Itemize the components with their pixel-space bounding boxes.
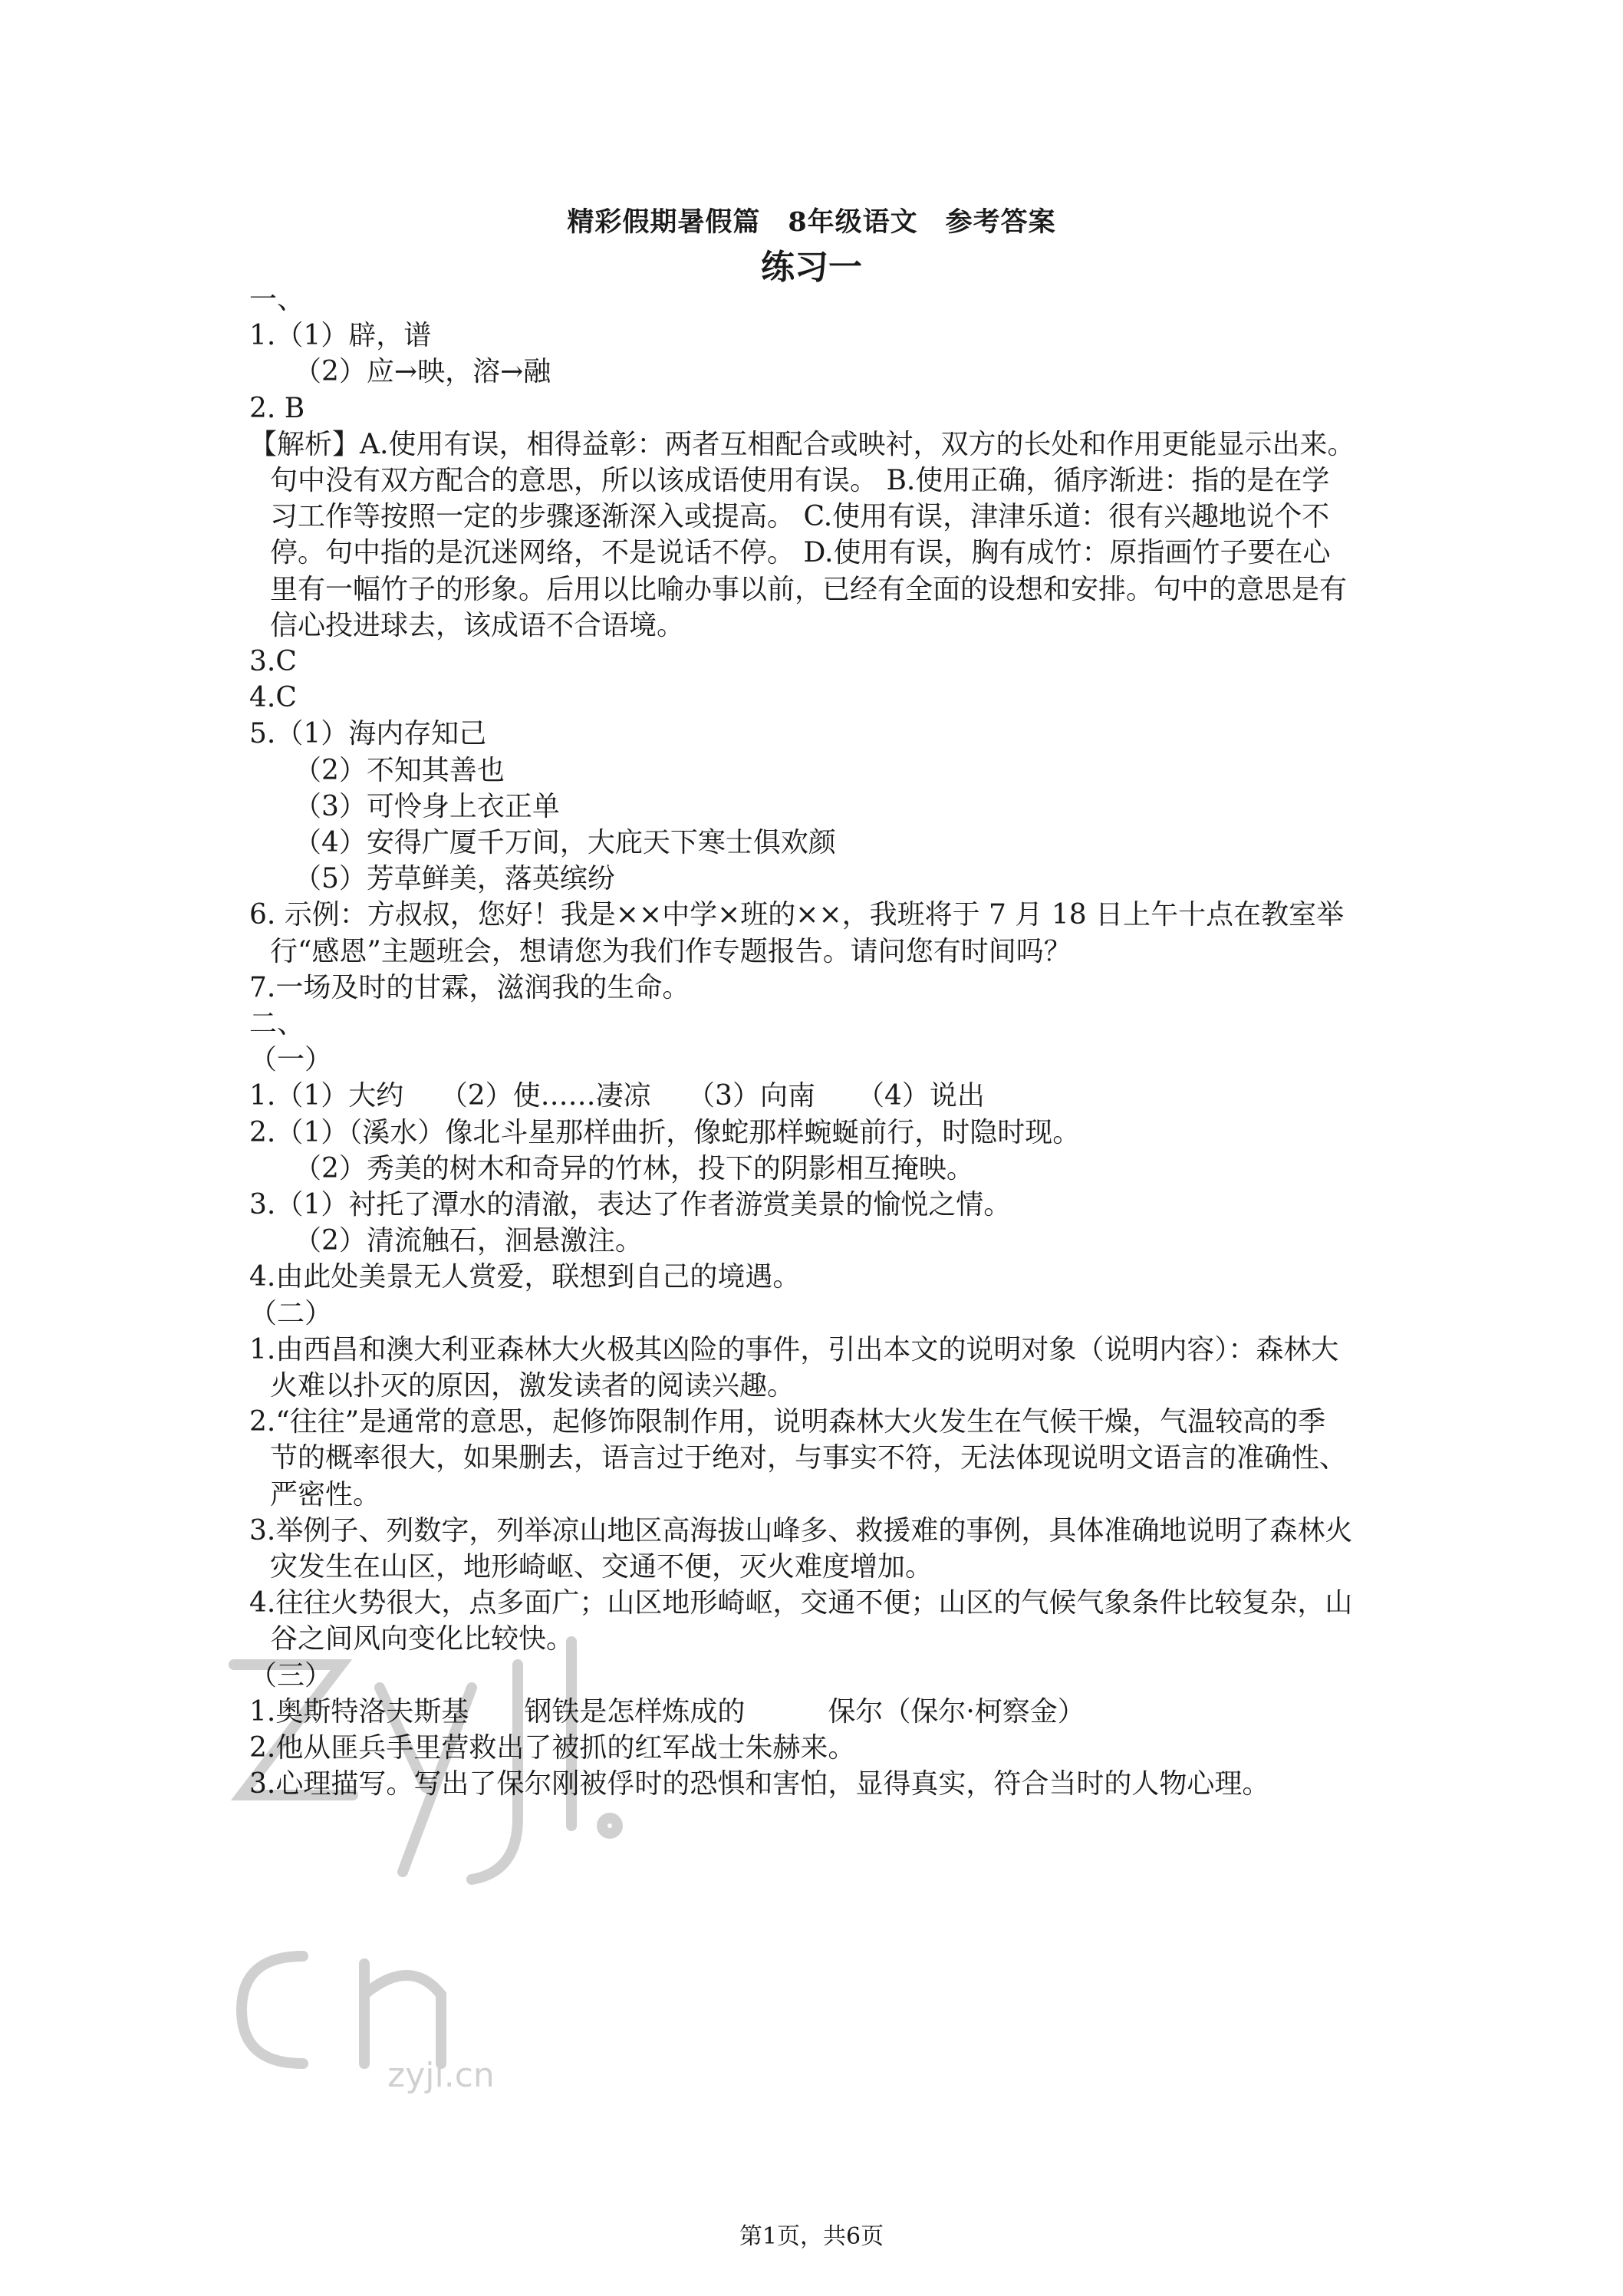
answer-line: （3）可怜身上衣正单 bbox=[294, 790, 560, 822]
answer-line: 2. B bbox=[249, 392, 305, 424]
answer-line: 6. 示例：方叔叔，您好！我是××中学×班的××，我班将于 7 月 18 日上午十点在教室举 bbox=[249, 899, 1345, 931]
answer-line: 7.一场及时的甘霖，滋润我的生命。 bbox=[249, 971, 690, 1003]
answer-line: 严密性。 bbox=[270, 1478, 381, 1510]
answer-line: 1.由西昌和澳大利亚森林大火极其凶险的事件，引出本文的说明对象（说明内容）：森林大 bbox=[249, 1333, 1339, 1365]
answer-line: 3.举例子、列数字，列举凉山地区高海拔山峰多、救援难的事例，具体准确地说明了森林火 bbox=[249, 1514, 1353, 1547]
answer-line: 4.往往火势很大，点多面广；山区地形崎岖，交通不便；山区的气候气象条件比较复杂，山 bbox=[249, 1587, 1353, 1619]
answer-line: 3.（1）衬托了潭水的清澈，表达了作者游赏美景的愉悦之情。 bbox=[249, 1189, 1012, 1220]
answer-line: 2.（1）（溪水）像北斗星那样曲折，像蛇那样蜿蜒前行，时隐时现。 bbox=[249, 1116, 1081, 1148]
answer-line: （二） bbox=[249, 1297, 333, 1329]
answer-line: 【解析】A.使用有误，相得益彰：两者互相配合或映衬，双方的长处和作用更能显示出来。 bbox=[249, 428, 1355, 460]
answer-line: 句中没有双方配合的意思，所以该成语使用有误。 B.使用正确，循序渐进：指的是在学 bbox=[270, 465, 1330, 496]
answer-line: （4）安得广厦千万间，大庇天下寒士俱欢颜 bbox=[294, 827, 836, 858]
answer-line: 灾发生在山区，地形崎岖、交通不便，灭火难度增加。 bbox=[270, 1551, 933, 1583]
answer-line: （三） bbox=[249, 1659, 333, 1692]
document-title: 练习一 bbox=[761, 248, 862, 287]
answer-line: 谷之间风向变化比较快。 bbox=[270, 1623, 574, 1655]
document-subtitle: 精彩假期暑假篇 8年级语文 参考答案 bbox=[567, 206, 1056, 238]
answer-line: 2.他从匪兵手里营救出了被抓的红军战士朱赫来。 bbox=[249, 1732, 856, 1764]
answer-line: （2）不知其善也 bbox=[294, 754, 505, 786]
answer-line: 行“感恩”主题班会，想请您为我们作专题报告。请问您有时间吗？ bbox=[270, 935, 1072, 967]
answer-line: 2.“往往”是通常的意思，起修饰限制作用，说明森林大火发生在气候干燥，气温较高的季 bbox=[249, 1406, 1326, 1438]
answer-line: 停。句中指的是沉迷网络，不是说话不停。 D.使用有误，胸有成竹：原指画竹子要在心 bbox=[270, 537, 1331, 569]
answer-line: 3.C bbox=[249, 646, 297, 677]
answer-line: 3.心理描写。写出了保尔刚被俘时的恐惧和害怕，显得真实，符合当时的人物心理。 bbox=[249, 1768, 1270, 1800]
answer-line: （2）应→映，溶→融 bbox=[294, 356, 551, 388]
answer-line: 信心投进球去，该成语不合语境。 bbox=[270, 609, 685, 641]
answer-line: 节的概率很大，如果删去，语言过于绝对，与事实不符，无法体现说明文语言的准确性、 bbox=[270, 1442, 1348, 1474]
answer-line: 1.（1）辟，谱 bbox=[249, 320, 432, 352]
answer-line: （一） bbox=[249, 1044, 333, 1076]
answer-line: （5）芳草鲜美，落英缤纷 bbox=[294, 863, 615, 895]
answer-line: 里有一幅竹子的形象。后用以比喻办事以前，已经有全面的设想和安排。句中的意思是有 bbox=[270, 573, 1348, 605]
answer-line: 火难以扑灭的原因，激发读者的阅读兴趣。 bbox=[270, 1370, 795, 1402]
answer-line: 二、 bbox=[249, 1008, 305, 1039]
answer-line: 习工作等按照一定的步骤逐渐深入或提高。 C.使用有误，津津乐道：很有兴趣地说个不 bbox=[270, 501, 1330, 533]
answer-line: 5.（1）海内存知己 bbox=[249, 718, 487, 750]
answer-line: 4.C bbox=[249, 682, 297, 714]
page-footer: 第1页，共6页 bbox=[739, 2223, 884, 2250]
answer-line: 1.（1）大约 （2）使……凄凉 （3）向南 （4）说出 bbox=[249, 1080, 985, 1112]
answer-line: 1.奥斯特洛夫斯基 钢铁是怎样炼成的 保尔（保尔·柯察金） bbox=[249, 1695, 1085, 1728]
answer-line: （2）清流触石，洄悬激注。 bbox=[294, 1225, 643, 1257]
answer-line: 4.由此处美景无人赏爱，联想到自己的境遇。 bbox=[249, 1261, 801, 1293]
answer-line: 一、 bbox=[249, 284, 305, 315]
watermark-text: zyjl.cn bbox=[387, 2056, 495, 2095]
answer-line: （2）秀美的树木和奇异的竹林，投下的阴影相互掩映。 bbox=[294, 1152, 974, 1184]
